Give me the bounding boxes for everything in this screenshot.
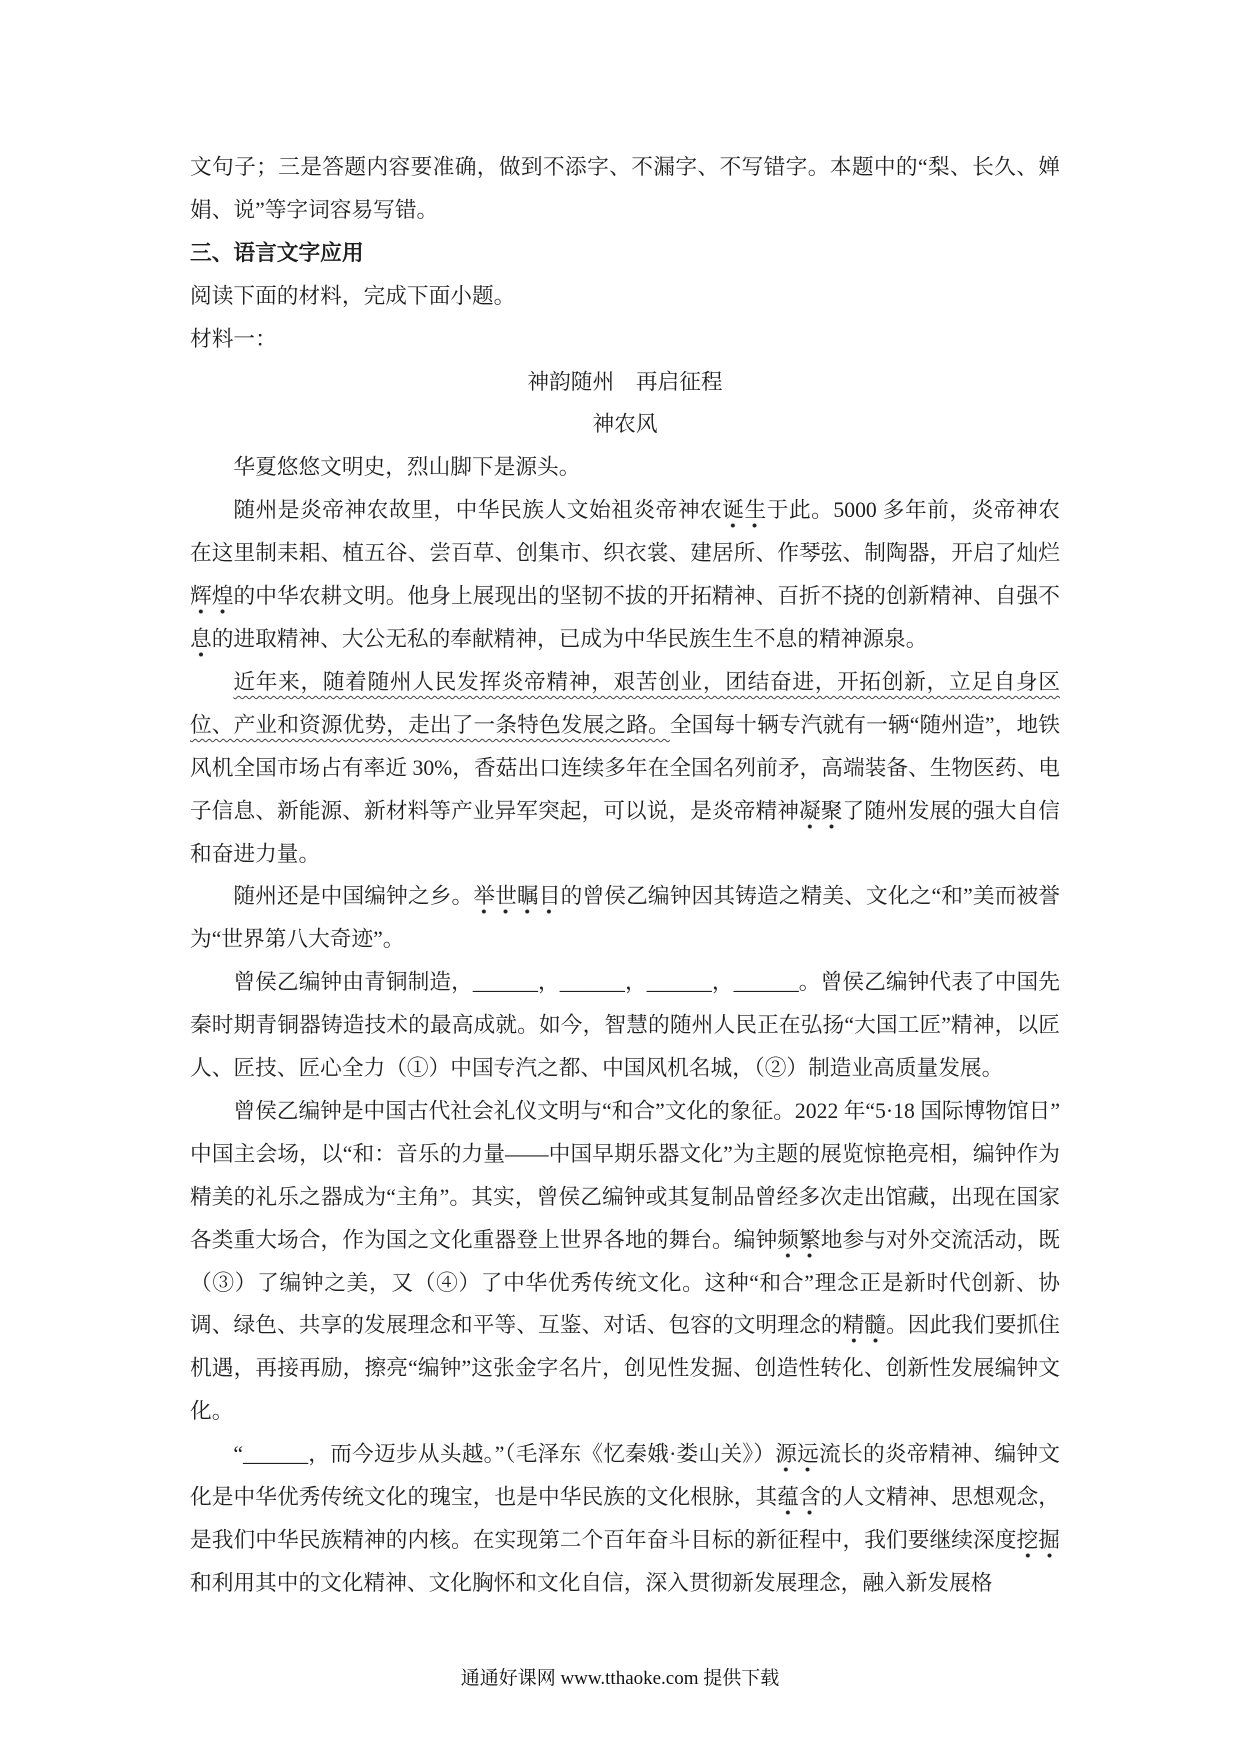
text-run: 的人文精神、思想观念，是我们中华民族精神的内核。在实现第二个百年奋斗目标的新征程中，我们要继续深度 — [190, 1485, 1060, 1552]
text-run: 曾侯乙编钟由青铜制造，______，______，______，______。曾侯乙编钟代表了中国先秦时期青铜器铸造技术的最高成就。如今，智慧的随州人民正在弘扬“大国工匠”精神，以匠人、匠技、匠心全力（①）中国专汽之都、中国风机名城，（②）制造业高质量发展。 — [190, 970, 1060, 1081]
article-author: 神农风 — [592, 412, 658, 437]
text-run: 流长的炎帝精神、编钟文化是中华优秀传统文化的瑰宝，也是中华民族的文化根脉，其 — [190, 1442, 1060, 1510]
text-run: 了随州发展的强大自信和奋进力量。 — [190, 798, 1060, 866]
article-paragraph — [190, 961, 1060, 1090]
text-run: 的中华农耕文明。他身上展现出的坚韧不拔的开拓精神、百折不挠的创新精神、自强不 — [233, 584, 1060, 609]
text-run: 曾侯乙编钟是中国古代社会礼仪文明与“和合”文化的象征。2022 年“5·18 国际博物馆日”中国主会场，以“和：音乐的力量——中国早期乐器文化”为主题的展览惊艳亮相，编钟作为精美的礼乐之器成为“主角”。其实，曾侯乙编钟或其复制品曾经多次走出馆藏，出现在国家各类重大场合，作为国之文化重器登上世界各地的舞台。编钟 — [190, 1098, 1060, 1252]
article-title: 神韵随州 再启征程 — [527, 369, 723, 394]
text-run: 的曾侯乙编钟因其铸造之精美、文化之“和”美而被誉为“世界第八大奇迹”。 — [190, 884, 1060, 952]
dotted-emphasis-text: 诞生 — [722, 498, 766, 529]
dotted-emphasis-text: 挖掘 — [1017, 1528, 1060, 1559]
dotted-emphasis-text: 凝聚 — [799, 799, 843, 830]
text-run: 和利用其中的文化精神、文化胸怀和文化自信，深入贯彻新发展理念，融入新发展格 — [190, 1570, 993, 1595]
article-paragraph — [190, 661, 1060, 876]
wavy-underlined-text: 近年来，随着随州人民发挥炎帝精神，艰苦创业，团结奋进，开拓创新，立足自身区位、产业和资源优势，走出了一条特色发展之路。 — [190, 669, 1060, 737]
text-run: 。因此我们要抓住机遇，再接再励，擦亮“编钟”这张金字名片，创见性发掘、创造性转化、创新性发展编钟文化。 — [190, 1313, 1060, 1424]
text-run: 随州还是中国编钟之乡。 — [233, 884, 474, 909]
reading-instruction: 阅读下面的材料，完成下面小题。 — [190, 283, 516, 308]
footer-credit: 通通好课网 www.tthaoke.com 提供下载 — [460, 1668, 780, 1689]
text-run: 的进取精神、大公无私的奉献精神，已成为中华民族生生不息的精神源泉。 — [211, 626, 928, 651]
document-body — [190, 146, 1060, 1605]
dotted-emphasis-text: 息 — [190, 627, 212, 658]
material-label: 材料一： — [190, 326, 277, 351]
text-run: “______，而今迈步从头越。”（毛泽东《忆秦娥·娄山关》） — [233, 1442, 776, 1467]
text-run: 地参与对外交流活动，既（③）了编钟之美，又（④）了中华优秀传统文化。这种“和合”理念正是新时代创新、协调、绿色、共享的发展理念和平等、互鉴、对话、包容的文明理念的 — [190, 1227, 1060, 1338]
text-run: 全国每十辆专汽就有一辆“随州造”，地铁风机全国市场占有率近 30%，香菇出口连续多年在全国名列前矛，高端装备、生物医药、电子信息、新能源、新材料等产业异军突起，可以说，是炎帝精神 — [190, 712, 1060, 823]
section-heading: 三、语言文字应用 — [190, 239, 364, 265]
dotted-emphasis-text: 举世瞩目 — [473, 884, 560, 915]
article-paragraph — [190, 1090, 1060, 1433]
article-paragraph — [190, 875, 1060, 961]
dotted-emphasis-text: 蕴含 — [777, 1485, 821, 1516]
dotted-emphasis-text: 频繁 — [777, 1228, 821, 1259]
article-paragraph — [190, 446, 1060, 489]
dotted-emphasis-text: 精髓 — [843, 1313, 887, 1344]
text-run: 随州是炎帝神农故里，中华民族人文始祖炎帝神农 — [233, 498, 723, 523]
text-run: 于此。5000 多年前，炎帝神农在这里制耒耜、植五谷、尝百草、创集市、织衣裳、建居所、作琴弦、制陶器，开启了灿烂 — [190, 498, 1060, 566]
dotted-emphasis-text: 辉煌 — [190, 584, 234, 615]
text-run: 华夏悠悠文明史，烈山脚下是源头。 — [233, 455, 581, 480]
article-paragraph — [190, 1433, 1060, 1605]
article-paragraph — [190, 489, 1060, 661]
answer-analysis-tail: 文句子；三是答题内容要准确，做到不添字、不漏字、不写错字。本题中的“梨、长久、婵娟、说”等字词容易写错。 — [190, 155, 1060, 222]
dotted-emphasis-text: 源远 — [775, 1442, 819, 1473]
